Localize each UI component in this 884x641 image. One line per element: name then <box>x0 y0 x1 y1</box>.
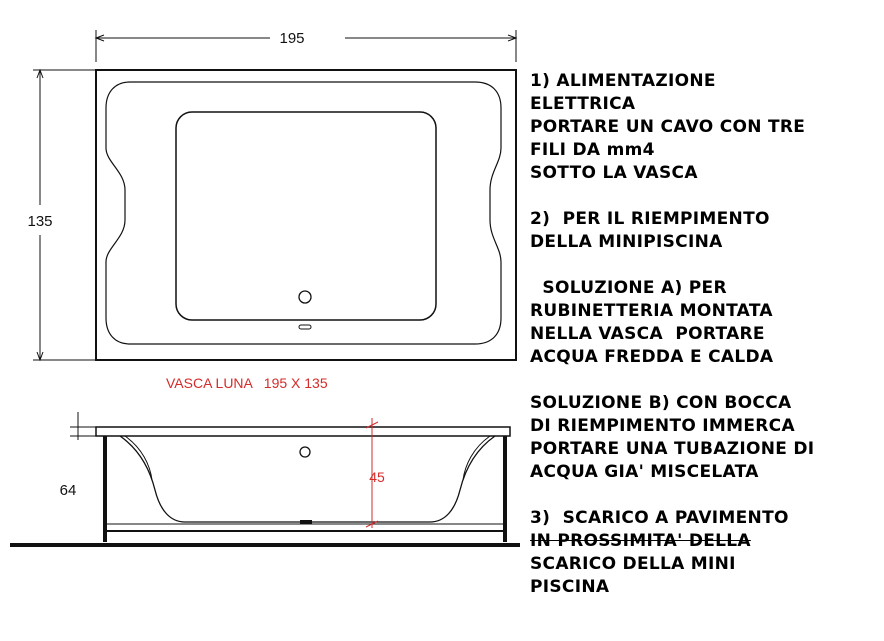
note-3-text: SCARICO DELLA MINI <box>530 554 736 574</box>
note-1-title: 1) ALIMENTAZIONE <box>530 71 716 91</box>
width-dimension <box>96 30 516 62</box>
solution-a-text: RUBINETTERIA MONTATA <box>530 301 773 321</box>
width-label: 195 <box>279 30 305 47</box>
solution-a-text: ACQUA FREDDA E CALDA <box>530 347 774 367</box>
tub-plan-view <box>96 70 516 360</box>
depth-label: 135 <box>27 213 53 230</box>
solution-b-title: SOLUZIONE B) CON BOCCA <box>530 393 792 413</box>
note-1-title-cont: ELETTRICA <box>530 94 636 114</box>
solution-b-text: DI RIEMPIMENTO IMMERCA <box>530 416 795 436</box>
note-2-title-cont: DELLA MINIPISCINA <box>530 232 723 252</box>
solution-a-text: NELLA VASCA PORTARE <box>530 324 765 344</box>
inner-depth-label: 45 <box>369 469 385 485</box>
note-1-text: FILI DA mm4 <box>530 140 655 160</box>
solution-b-text: PORTARE UNA TUBAZIONE DI <box>530 439 815 459</box>
installation-notes <box>530 70 880 599</box>
model-caption: VASCA LUNA 195 X 135 <box>166 375 328 391</box>
note-3-text: PISCINA <box>530 577 610 597</box>
note-1-text: PORTARE UN CAVO CON TRE <box>530 117 806 137</box>
solution-b-text: ACQUA GIA' MISCELATA <box>530 462 759 482</box>
note-1-text: SOTTO LA VASCA <box>530 163 698 183</box>
solution-a-title: SOLUZIONE A) PER <box>530 278 727 298</box>
tub-side-view <box>10 412 520 545</box>
height-label: 64 <box>59 482 77 499</box>
note-3-text: IN PROSSIMITA' DELLA <box>530 531 751 551</box>
note-2-title: 2) PER IL RIEMPIMENTO <box>530 209 770 229</box>
note-3-title: 3) SCARICO A PAVIMENTO <box>530 508 789 528</box>
